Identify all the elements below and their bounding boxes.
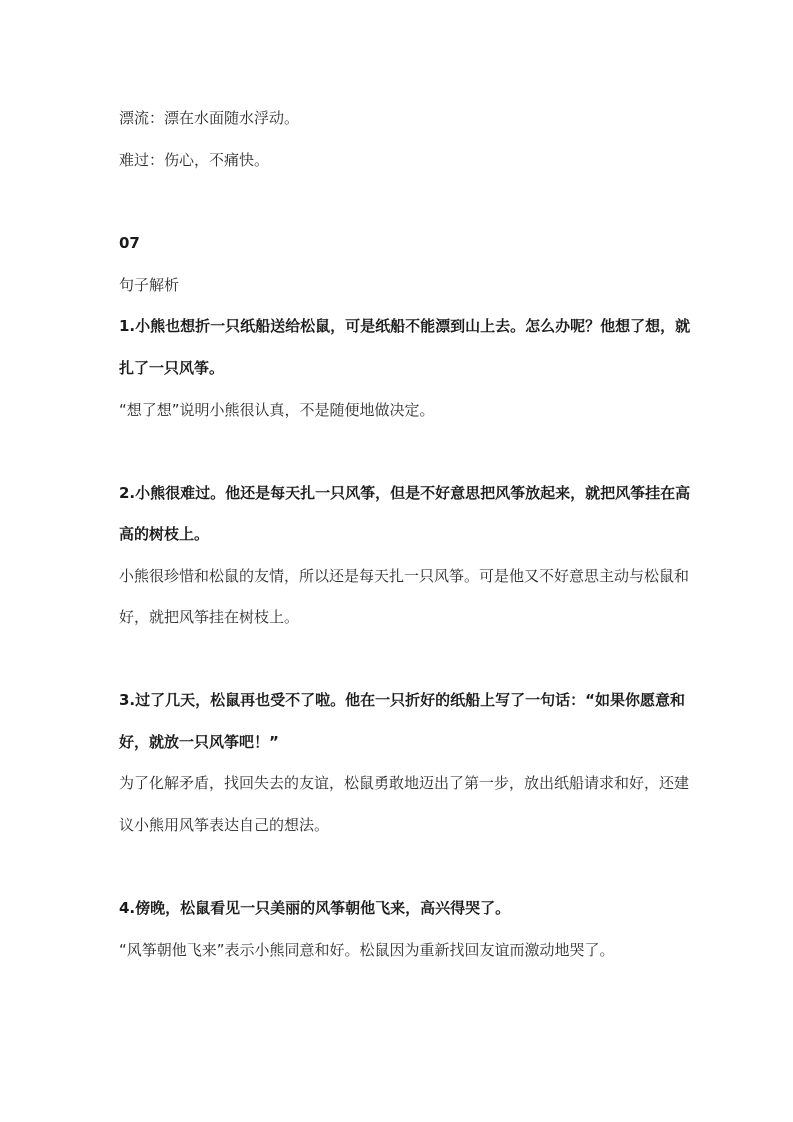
definition-sad: 难过：伤心，不痛快。 [119, 151, 270, 169]
analysis-3-line-1: 为了化解矛盾，找回失去的友谊，松鼠勇敢地迈出了第一步，放出纸船请求和好，还建 [119, 774, 690, 792]
analysis-1-line-1: “想了想”说明小熊很认真，不是随便地做决定。 [119, 401, 435, 419]
section-title: 句子解析 [119, 276, 180, 294]
section-number: 07 [119, 234, 140, 252]
sentence-2-line-2: 高的树枝上。 [119, 525, 210, 543]
sentence-1-line-1: 1.小熊也想折一只纸船送给松鼠，可是纸船不能漂到山上去。怎么办呢？他想了想，就 [119, 317, 691, 335]
sentence-4-line-1: 4.傍晚，松鼠看见一只美丽的风筝朝他飞来，高兴得哭了。 [119, 899, 511, 917]
analysis-4-line-1: “风筝朝他飞来”表示小熊同意和好。松鼠因为重新找回友谊而激动地哭了。 [119, 941, 615, 959]
sentence-3-line-2: 好，就放一只风筝吧！” [119, 733, 279, 751]
sentence-2-line-1: 2.小熊很难过。他还是每天扎一只风筝，但是不好意思把风筝放起来，就把风筝挂在高 [119, 484, 691, 502]
sentence-1-line-2: 扎了一只风筝。 [119, 359, 225, 377]
sentence-3-line-1: 3.过了几天，松鼠再也受不了啦。他在一只折好的纸船上写了一句话：“如果你愿意和 [119, 691, 685, 709]
analysis-2-line-2: 好，就把风筝挂在树枝上。 [119, 608, 300, 626]
analysis-2-line-1: 小熊很珍惜和松鼠的友情，所以还是每天扎一只风筝。可是他又不好意思主动与松鼠和 [119, 567, 690, 585]
analysis-3-line-2: 议小熊用风筝表达自己的想法。 [119, 816, 330, 834]
definition-drift: 漂流：漂在水面随水浮动。 [119, 109, 300, 127]
